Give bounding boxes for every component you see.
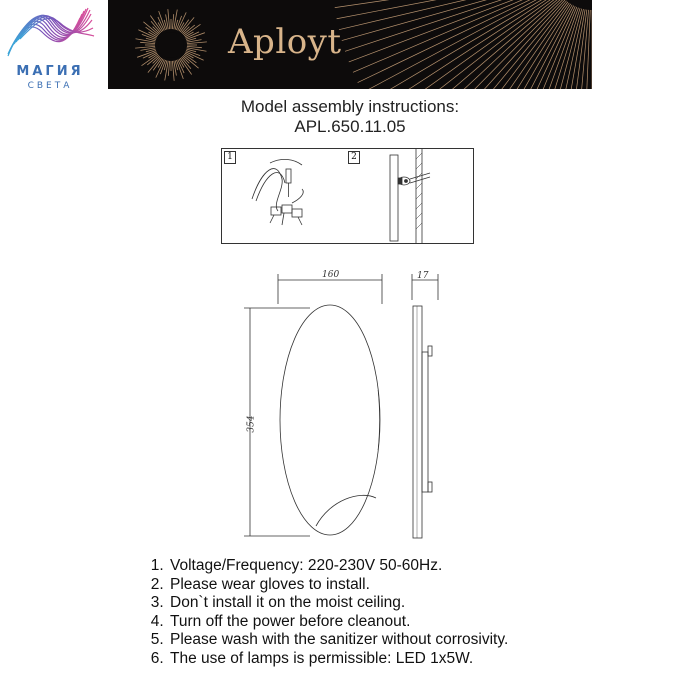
wave-ribbon-logo-icon bbox=[0, 0, 100, 66]
step-2-panel bbox=[346, 148, 474, 244]
note-item: 1. Voltage/Frequency: 220-230V 50-60Hz. bbox=[168, 557, 700, 576]
step-1-panel bbox=[221, 148, 348, 244]
sunburst-icon bbox=[108, 0, 592, 89]
note-item: 4. Turn off the power before cleanout. bbox=[168, 613, 700, 632]
note-item: 3. Don`t install it on the moist ceiling. bbox=[168, 594, 700, 613]
brand-name: Aployt bbox=[228, 22, 342, 62]
width-dimension-label: 160 bbox=[322, 270, 340, 280]
magiya-sveta-logo bbox=[0, 0, 100, 100]
instructions-title: Model assembly instructions: bbox=[240, 97, 460, 116]
note-item: 5. Please wash with the sanitizer without corrosivity. bbox=[168, 631, 700, 650]
logo-word-magiya: МАГИЯ bbox=[16, 64, 84, 79]
model-number: APL.650.11.05 bbox=[294, 117, 406, 136]
note-item: 2. Please wear gloves to install. bbox=[168, 576, 700, 595]
depth-dimension-label: 17 bbox=[417, 271, 429, 281]
brand-banner bbox=[108, 0, 592, 89]
dimension-drawing bbox=[220, 260, 450, 550]
safety-notes-list bbox=[124, 557, 700, 669]
step-number: 1 bbox=[224, 151, 236, 164]
step-number: 2 bbox=[348, 151, 360, 164]
logo-word-sveta: СВЕТА bbox=[27, 81, 73, 91]
wall-mount-screw-icon bbox=[346, 149, 473, 243]
height-dimension-label: 354 bbox=[246, 415, 257, 433]
wiring-connection-icon bbox=[222, 149, 347, 243]
note-item: 6. The use of lamps is permissible: LED 1x5W. bbox=[168, 650, 700, 669]
